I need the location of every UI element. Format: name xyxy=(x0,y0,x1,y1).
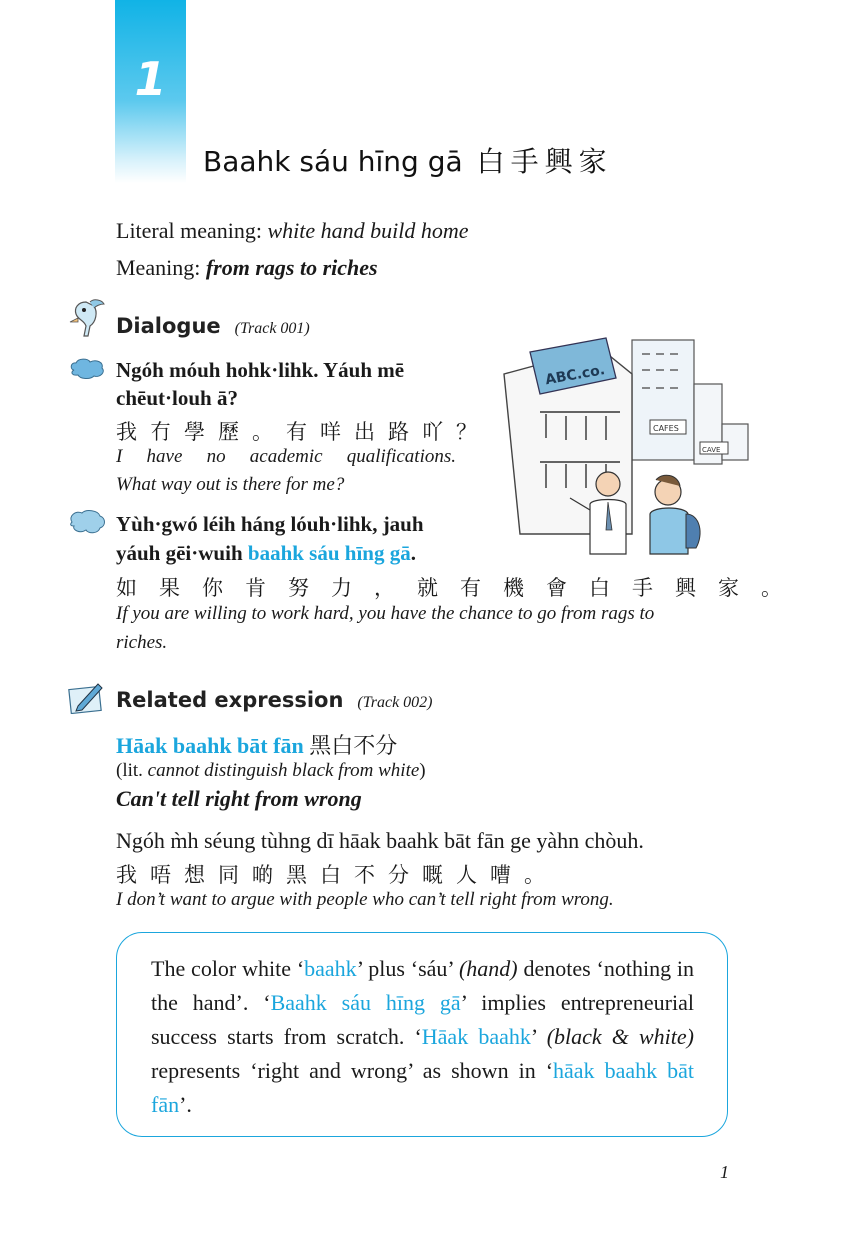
dialogue-a-chinese: 我冇學歷。有咩出路吖？ xyxy=(116,420,490,444)
note-italic: (hand) xyxy=(458,956,518,981)
dialogue-b-roman-2-pre: yáuh gēi·wuih xyxy=(116,541,243,565)
note-highlight: Hāak baahk xyxy=(421,1024,531,1049)
note-text xyxy=(151,952,694,1122)
meaning-label: Meaning: xyxy=(116,255,201,280)
speech-bubble-icon xyxy=(68,358,106,380)
dialogue-heading: Dialogue xyxy=(116,314,221,338)
dialogue-track: (Track 001) xyxy=(234,320,310,337)
title-chinese: 白手興家 xyxy=(476,145,613,178)
literal-value: white hand build home xyxy=(267,218,469,243)
sign-small-1: CAFES xyxy=(653,424,679,433)
related-literal xyxy=(116,760,426,782)
related-expression xyxy=(116,729,397,760)
office-illustration xyxy=(490,334,756,556)
dialogue-b-roman-2 xyxy=(116,541,416,566)
dialogue-b-highlight: baahk sáu hīng gā xyxy=(247,541,411,565)
dialogue-b-trans-2: riches. xyxy=(116,632,168,653)
dialogue-a-roman-1: Ngóh móuh hohk·lihk. Yáuh mē xyxy=(116,358,405,382)
meaning xyxy=(116,255,378,281)
dialogue-a-trans-1: I have no academic qualifications. xyxy=(116,446,456,467)
related-lit-text: cannot distinguish black from white xyxy=(147,760,420,781)
meaning-value: from rags to riches xyxy=(205,255,378,280)
note-part: ’ xyxy=(530,1024,537,1049)
note-part: represents ‘right and wrong’ as shown in ‘ xyxy=(151,1058,554,1083)
related-track: (Track 002) xyxy=(357,694,433,711)
note-part: ’ implies entrepreneurial success starts from scratch. ‘ xyxy=(151,990,695,1049)
example-chinese: 我唔想同啲黑白不分嘅人嘈。 xyxy=(116,863,558,887)
note-part: denotes ‘nothing in the hand’. ‘ xyxy=(151,956,695,1015)
related-meaning: Can't tell right from wrong xyxy=(116,786,362,811)
dialogue-a-roman-2: chēut·louh ā? xyxy=(116,386,238,410)
title-roman: Baahk sáu hīng gā xyxy=(203,145,463,178)
page-number: 1 xyxy=(720,1162,729,1182)
dialogue-b-roman-2-post: . xyxy=(410,541,416,565)
chapter-number: 1 xyxy=(134,52,167,106)
note-italic: (black & white) xyxy=(546,1024,694,1049)
note-part: ’ plus ‘sáu’ xyxy=(356,956,454,981)
literal-label: Literal meaning: xyxy=(116,218,262,243)
related-heading: Related expression xyxy=(116,688,344,712)
dialogue-heading-row xyxy=(116,314,310,338)
dialogue-b-roman-1: Yùh·gwó léih háng lóuh·lihk, jauh xyxy=(116,512,424,536)
related-heading-row xyxy=(116,688,433,712)
example-trans: I don’t want to argue with people who can’t tell right from wrong. xyxy=(116,889,614,910)
dialogue-a-trans-2: What way out is there for me? xyxy=(116,474,345,495)
sign-text: ABC.co. xyxy=(544,362,607,389)
related-expr-roman: Hāak baahk bāt fān xyxy=(116,733,304,758)
page-title xyxy=(203,140,613,180)
sign-small-2: CAVE xyxy=(702,446,721,454)
dialogue-b-chinese: 如果你肯努力，就有機會白手興家。 xyxy=(116,576,804,600)
note-part: The color white ‘ xyxy=(151,956,305,981)
note-highlight: Baahk sáu hīng gā xyxy=(270,990,461,1015)
example-roman: Ngóh m̀h séung tùhng dī hāak baahk bāt fān ge yàhn chòuh. xyxy=(116,828,644,853)
parrot-icon xyxy=(64,296,108,340)
related-lit-post: ) xyxy=(419,760,426,781)
note-highlight: hāak baahk bāt fān xyxy=(151,1058,694,1117)
related-lit-pre: (lit. xyxy=(116,760,143,781)
dialogue-b-trans-1: If you are willing to work hard, you have the chance to go from rags to xyxy=(116,603,655,624)
pencil-icon xyxy=(68,680,106,714)
literal-meaning xyxy=(116,218,469,244)
speech-bubble-icon xyxy=(68,510,106,536)
note-highlight: baahk xyxy=(304,956,357,981)
note-part: ’. xyxy=(179,1092,192,1117)
related-expr-chinese: 黑白不分 xyxy=(309,733,398,758)
